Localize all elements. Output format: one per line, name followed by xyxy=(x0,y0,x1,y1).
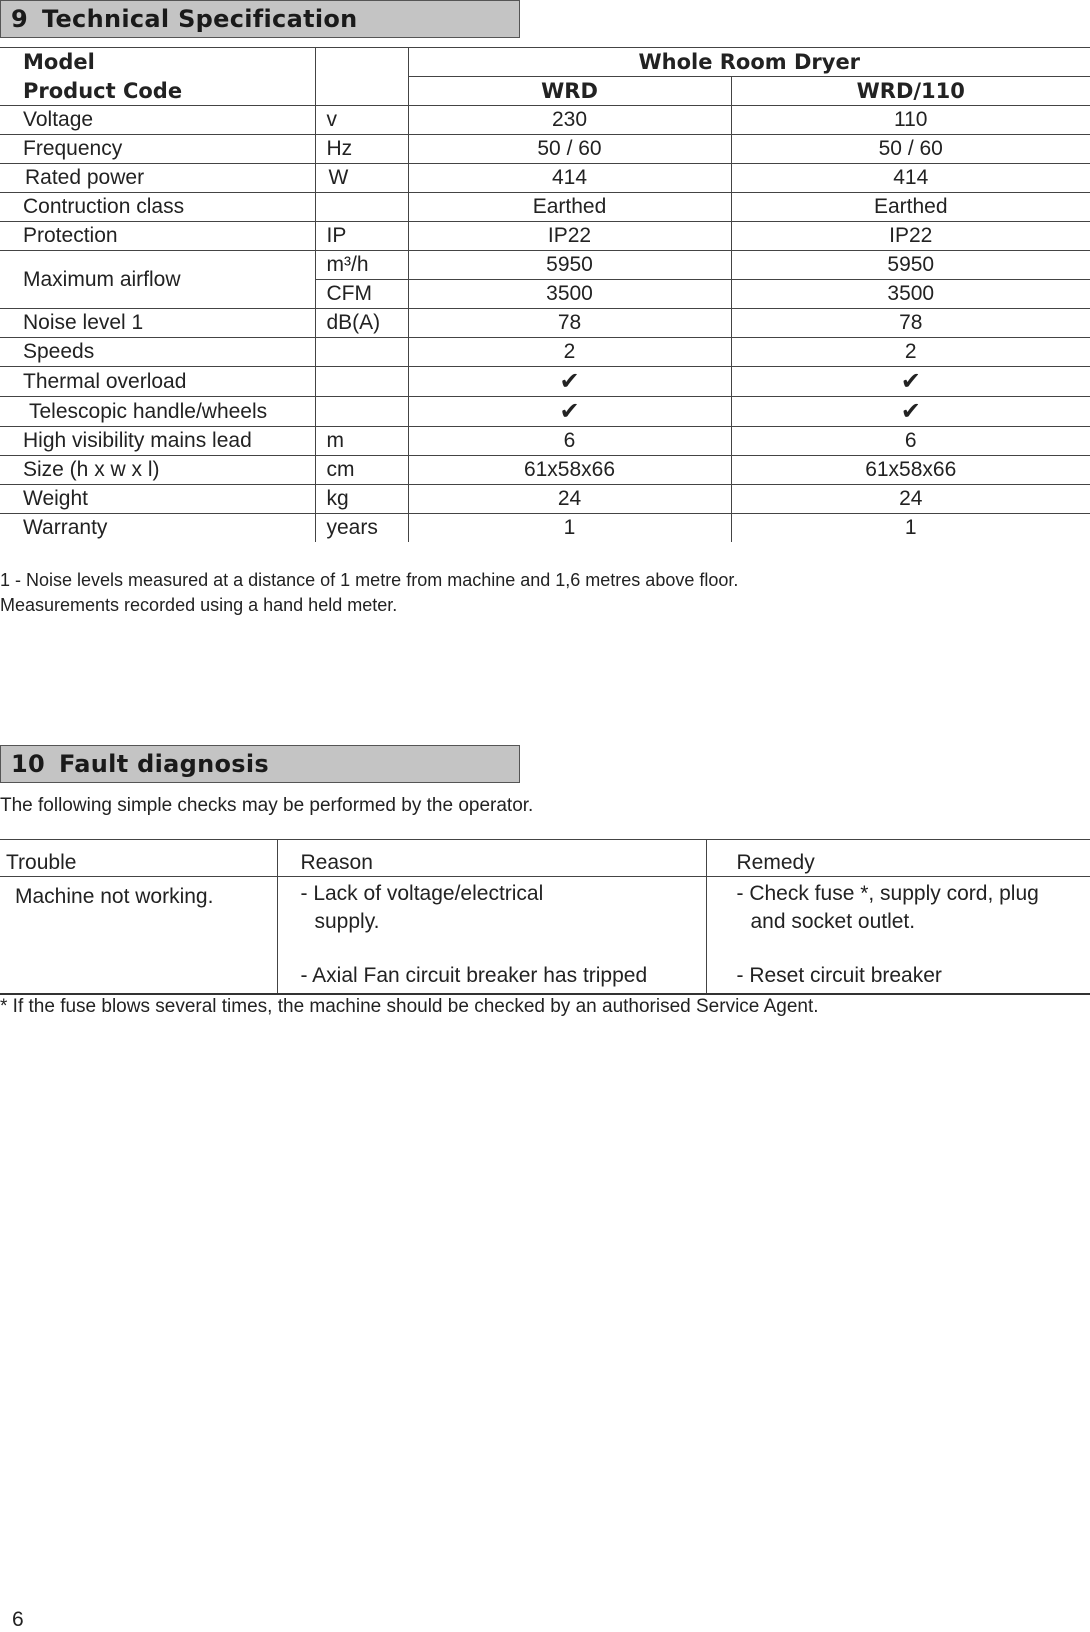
spec-label: Warranty xyxy=(0,514,315,543)
spec-label: Thermal overload xyxy=(0,367,315,397)
spec-label: Protection xyxy=(0,222,315,251)
spec-row xyxy=(0,427,1090,456)
product-code-row xyxy=(0,77,1090,106)
remedy-line: - Reset circuit breaker xyxy=(737,962,1090,989)
spec-row xyxy=(0,222,1090,251)
spec-unit xyxy=(315,367,408,397)
spec-value-wrd: 1 xyxy=(408,514,731,543)
section-number: 9 xyxy=(11,5,28,33)
spec-unit: Hz xyxy=(315,135,408,164)
check-icon: ✔ xyxy=(731,397,1090,427)
spec-value-wrd: 61x58x66 xyxy=(408,456,731,485)
spec-label: Noise level 1 xyxy=(0,309,315,338)
reason-line: - Lack of voltage/electrical xyxy=(301,877,706,908)
remedy-line: - Check fuse *, supply cord, plug xyxy=(737,877,1090,908)
spec-unit xyxy=(315,338,408,367)
trouble-cell xyxy=(0,877,277,995)
spec-row xyxy=(0,135,1090,164)
spec-unit: CFM xyxy=(315,280,408,309)
spec-value-wrd110: 24 xyxy=(731,485,1090,514)
product-code-2: WRD/110 xyxy=(731,77,1090,106)
spec-value-wrd: 414 xyxy=(408,164,731,193)
spec-value-wrd110: 2 xyxy=(731,338,1090,367)
spec-unit: kg xyxy=(315,485,408,514)
spec-value-wrd110: 110 xyxy=(731,106,1090,135)
spec-unit xyxy=(315,193,408,222)
spec-label: Voltage xyxy=(0,106,315,135)
spec-unit: years xyxy=(315,514,408,543)
spec-row xyxy=(0,485,1090,514)
product-code-label: Product Code xyxy=(0,77,315,106)
section-title: Technical Specification xyxy=(42,5,358,33)
spec-row xyxy=(0,338,1090,367)
spec-unit: IP xyxy=(315,222,408,251)
spec-footnote xyxy=(0,568,738,618)
spec-value-wrd110: 50 / 60 xyxy=(731,135,1090,164)
spec-row xyxy=(0,251,1090,280)
spec-value-wrd: 3500 xyxy=(408,280,731,309)
model-value: Whole Room Dryer xyxy=(408,48,1090,77)
model-row xyxy=(0,48,1090,77)
spec-value-wrd110: 61x58x66 xyxy=(731,456,1090,485)
footnote-line: 1 - Noise levels measured at a distance of 1 metre from machine and 1,6 metres above floor. xyxy=(0,568,738,593)
spec-value-wrd110: 78 xyxy=(731,309,1090,338)
spec-label: Weight xyxy=(0,485,315,514)
spec-row xyxy=(0,456,1090,485)
technical-spec-table xyxy=(0,47,1090,542)
spec-label: Frequency xyxy=(0,135,315,164)
footnote-line: Measurements recorded using a hand held meter. xyxy=(0,593,738,618)
spec-row xyxy=(0,514,1090,543)
spec-label: Maximum airflow xyxy=(0,251,315,309)
spec-value-wrd110: IP22 xyxy=(731,222,1090,251)
spec-value-wrd: IP22 xyxy=(408,222,731,251)
fault-footnote: * If the fuse blows several times, the machine should be checked by an authorised Service Agent. xyxy=(0,994,819,1019)
spec-unit: m xyxy=(315,427,408,456)
section-9-heading xyxy=(0,0,520,38)
product-code-1: WRD xyxy=(408,77,731,106)
spec-value-wrd: 6 xyxy=(408,427,731,456)
spec-row xyxy=(0,193,1090,222)
spec-label: Rated power xyxy=(0,164,315,193)
reason-cell xyxy=(277,877,706,995)
remedy-cell xyxy=(706,877,1090,995)
spec-unit: m³/h xyxy=(315,251,408,280)
section-title: Fault diagnosis xyxy=(59,750,269,778)
section-number: 10 xyxy=(11,750,45,778)
spec-value-wrd110: 6 xyxy=(731,427,1090,456)
spec-label: Telescopic handle/wheels xyxy=(0,397,315,427)
spec-value-wrd: 24 xyxy=(408,485,731,514)
spec-unit: cm xyxy=(315,456,408,485)
spec-label: High visibility mains lead xyxy=(0,427,315,456)
header-remedy: Remedy xyxy=(706,840,1090,877)
spec-unit: v xyxy=(315,106,408,135)
spec-row xyxy=(0,397,1090,427)
spec-label: Size (h x w x l) xyxy=(0,456,315,485)
page-number: 6 xyxy=(12,1608,24,1632)
reason-line: - Axial Fan circuit breaker has tripped xyxy=(301,962,706,989)
spec-value-wrd: Earthed xyxy=(408,193,731,222)
spec-label: Contruction class xyxy=(0,193,315,222)
spec-value-wrd110: Earthed xyxy=(731,193,1090,222)
spec-row xyxy=(0,164,1090,193)
spec-value-wrd110: 5950 xyxy=(731,251,1090,280)
spec-value-wrd110: 414 xyxy=(731,164,1090,193)
spec-value-wrd: 50 / 60 xyxy=(408,135,731,164)
fault-row xyxy=(0,877,1090,995)
spec-row xyxy=(0,106,1090,135)
fault-header-row xyxy=(0,840,1090,877)
fault-table xyxy=(0,839,1090,995)
spec-value-wrd: 78 xyxy=(408,309,731,338)
spec-unit: dB(A) xyxy=(315,309,408,338)
remedy-line: and socket outlet. xyxy=(737,908,1090,935)
spec-unit xyxy=(315,397,408,427)
header-trouble: Trouble xyxy=(0,840,277,877)
spec-row xyxy=(0,367,1090,397)
spec-label: Speeds xyxy=(0,338,315,367)
spec-value-wrd110: 1 xyxy=(731,514,1090,543)
section-10-heading xyxy=(0,745,520,783)
spec-value-wrd: 230 xyxy=(408,106,731,135)
spec-value-wrd: 5950 xyxy=(408,251,731,280)
spec-value-wrd: 2 xyxy=(408,338,731,367)
spec-value-wrd110: 3500 xyxy=(731,280,1090,309)
spec-row xyxy=(0,309,1090,338)
check-icon: ✔ xyxy=(408,367,731,397)
spec-unit: W xyxy=(315,164,408,193)
model-label: Model xyxy=(0,48,315,77)
check-icon: ✔ xyxy=(408,397,731,427)
fault-intro: The following simple checks may be performed by the operator. xyxy=(0,793,533,818)
trouble-text: Machine not working. xyxy=(15,880,277,911)
reason-line: supply. xyxy=(301,908,706,935)
header-reason: Reason xyxy=(277,840,706,877)
check-icon: ✔ xyxy=(731,367,1090,397)
